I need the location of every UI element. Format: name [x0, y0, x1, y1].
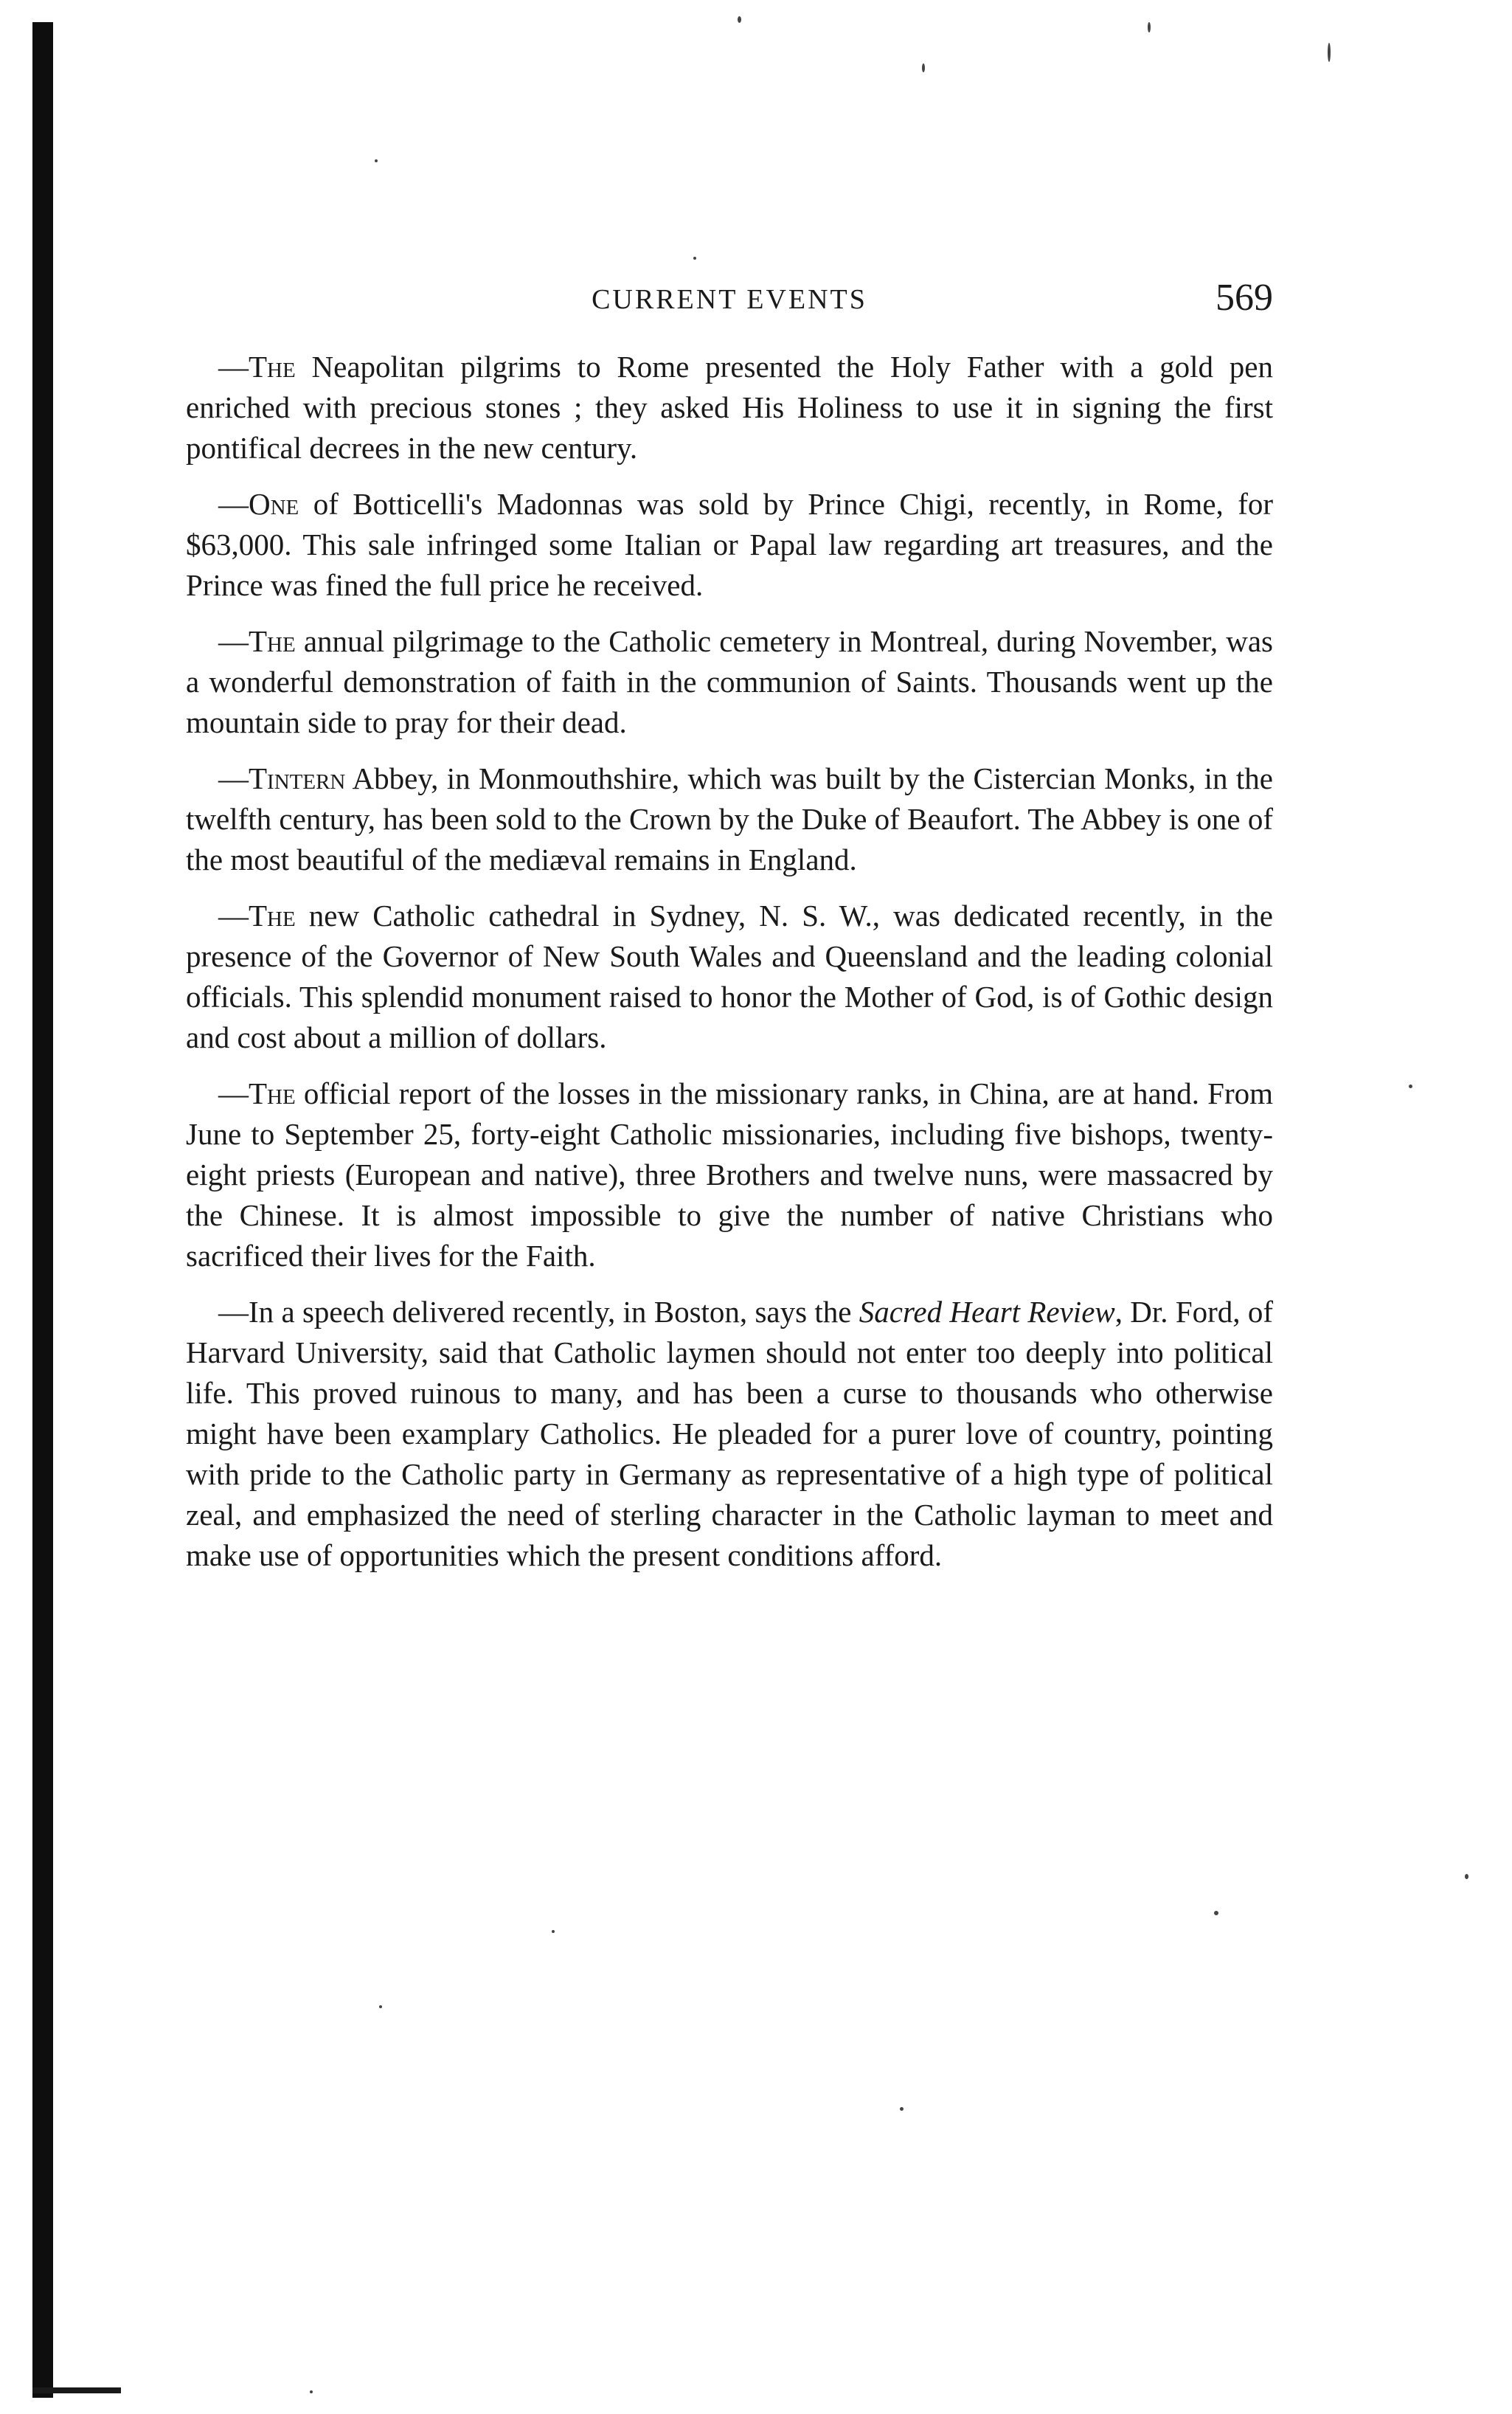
item-dash: — [218, 761, 249, 795]
scan-speck [738, 16, 741, 23]
news-item-tintern-abbey [186, 758, 1273, 880]
item-dash: — [218, 1295, 249, 1329]
item-text-opening: In a speech delivered recently, in Boston, says the [249, 1295, 859, 1329]
item-dash: — [218, 624, 249, 658]
news-item-sydney-cathedral [186, 896, 1273, 1058]
scan-speck [379, 2005, 382, 2008]
news-item-china-missionaries [186, 1073, 1273, 1276]
scan-speck [1214, 1911, 1218, 1915]
item-lead-word: The [249, 624, 296, 658]
scan-speck [375, 159, 378, 162]
scan-binding-edge [32, 22, 53, 2398]
item-text: official report of the losses in the missionary ranks, in China, are at hand. From June to September 25, forty-eight Catholic missionaries, including five bishops, twenty-eight priests (European and native), three Brothers and twelve nuns, were massacred by the Chinese. It is almost impossible to give the number of native Christians who sacrificed their lives for the Faith. [186, 1076, 1273, 1273]
item-text: Abbey, in Monmouthshire, which was built by the Cistercian Monks, in the twelfth century, has been sold to the Crown by the Duke of Beaufort. The Abbey is one of the most beautiful of the mediæval remains in England. [186, 761, 1273, 876]
news-item-montreal-pilgrimage [186, 621, 1273, 743]
news-item-neapolitan-pilgrims [186, 347, 1273, 468]
scan-speck [310, 2390, 313, 2393]
scan-speck [1328, 43, 1331, 62]
item-dash: — [218, 350, 249, 384]
item-dash: — [218, 1076, 249, 1110]
item-text: new Catholic cathedral in Sydney, N. S. W., was dedicated recently, in the presence of the Governor of New South Wales and Queensland and the leading colonial officials. This splendid monument raised to honor the Mother of God, is of Gothic design and cost about a million of dollars. [186, 899, 1273, 1054]
scan-speck [1465, 1874, 1468, 1879]
scan-speck [1409, 1085, 1412, 1088]
scan-speck [922, 63, 925, 72]
page-number: 569 [1216, 277, 1273, 319]
scan-speck [900, 2107, 904, 2111]
scan-speck [693, 257, 696, 260]
item-lead-word: The [249, 899, 296, 933]
running-title: CURRENT EVENTS [592, 284, 867, 315]
item-lead-word: The [249, 1076, 296, 1110]
item-text: annual pilgrimage to the Catholic cemetery in Montreal, during November, was a wonderful demonstration of faith in the communion of Saints. Thousands went up the mountain side to pray for their dead. [186, 624, 1273, 739]
page-header [186, 276, 1273, 329]
current-events-article [186, 347, 1273, 1591]
item-lead-word: The [249, 350, 296, 384]
item-dash: — [218, 487, 249, 521]
item-text: of Botticelli's Madonnas was sold by Prince Chigi, recently, in Rome, for $63,000. This sale infringed some Italian or Papal law regarding art treasures, and the Prince was fined the full price he received. [186, 487, 1273, 602]
item-lead-word: Tintern [249, 761, 346, 795]
item-text: , Dr. Ford, of Harvard University, said that Catholic laymen should not enter too deeply into political life. This proved ruinous to many, and has been a curse to thousands who otherwise might have been examplary Catholics. He pleaded for a purer love of country, pointing with pride to the Catholic party in Germany as representative of a high type of political zeal, and emphasized the need of sterling character in the Catholic layman to meet and make use of opportunities which the present conditions afford. [186, 1295, 1274, 1572]
scan-speck [1148, 22, 1151, 32]
item-lead-word: One [249, 487, 299, 521]
news-item-boston-speech [186, 1292, 1273, 1576]
news-item-botticelli-madonna [186, 484, 1273, 606]
item-source-title: Sacred Heart Review [859, 1295, 1115, 1329]
item-dash: — [218, 899, 249, 933]
scan-binding-foot [32, 2387, 121, 2393]
scan-speck [552, 1930, 555, 1933]
item-text: Neapolitan pilgrims to Rome presented the Holy Father with a gold pen enriched with precious stones ; they asked His Holiness to use it in signing the first pontifical decrees in the new century. [186, 350, 1273, 465]
